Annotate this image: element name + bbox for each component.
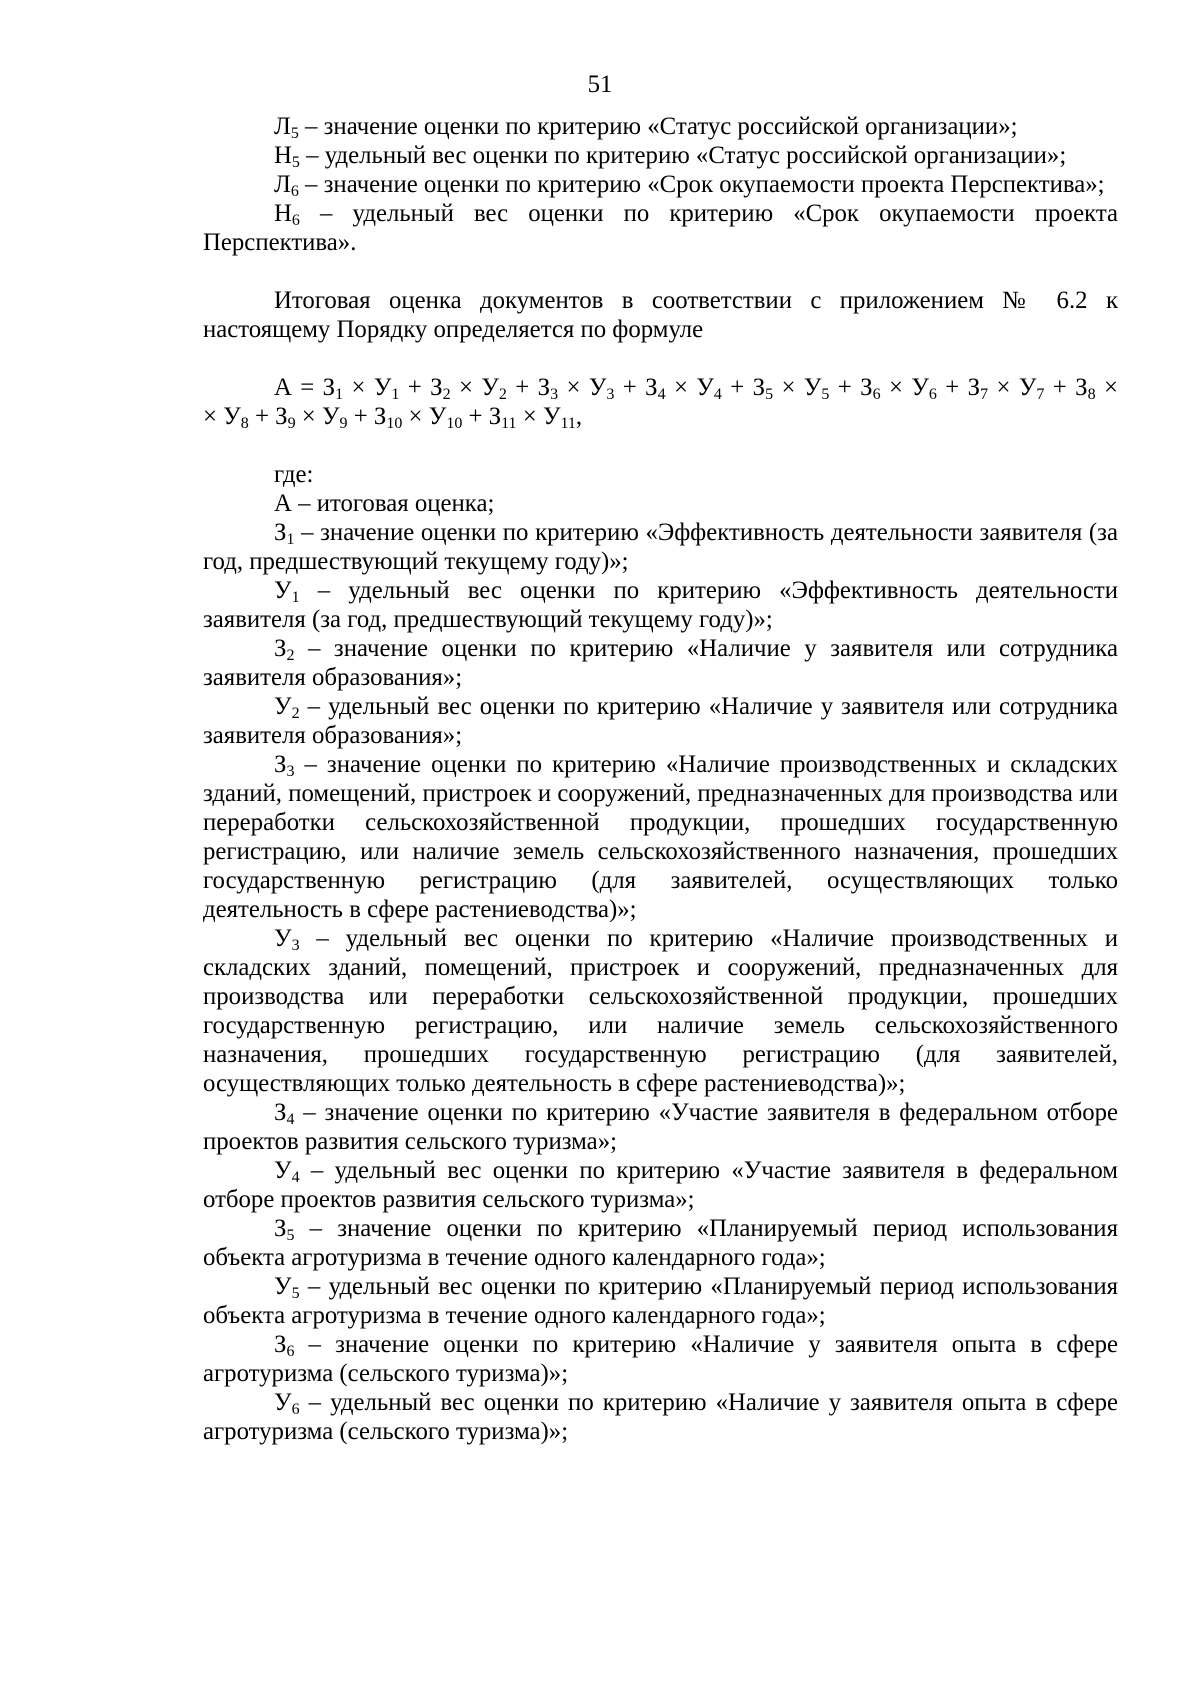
definition-item: $Н_5$ – удельный вес оценки по критерию «Статус российской организации»;	[274, 142, 1067, 171]
definition-item: $Л_6$ – значение оценки по критерию «Срок окупаемости проекта Перспектива»;	[274, 171, 1105, 200]
definition-item: $З_5$ – значение оценки по критерию «Планируемый период использования объекта агротуризма в течение одного календарного года»;	[203, 1215, 1118, 1271]
definition-item: $У_1$ – удельный вес оценки по критерию «Эффективность деятельности заявителя (за год, предшествующий текущему году)»;	[203, 577, 1118, 633]
formula-intro: Итоговая оценка документов в соответствии с приложением № 6.2 к настоящему Порядку определяется по формуле	[203, 287, 1118, 343]
definition-item: $З_1$ – значение оценки по критерию «Эффективность деятельности заявителя (за год, предшествующий текущему году)»;	[203, 519, 1118, 575]
definition-item: $У_4$ – удельный вес оценки по критерию «Участие заявителя в федеральном отборе проектов развития сельского туризма»;	[203, 1157, 1118, 1213]
definition-item: $З_3$ – значение оценки по критерию «Наличие производственных и складских зданий, помещений, пристроек и сооружений, предназначенных для производства или переработки сельскохозяйственной продукции, прошедших государственную регистрацию, или наличие земель сельскохозяйственного назначения, прошедших государственную регистрацию (для заявителей, осуществляющих только деятельность в сфере растениеводства)»;	[203, 751, 1118, 923]
page-content	[203, 112, 1118, 1446]
definition-item: $З_4$ – значение оценки по критерию «Участие заявителя в федеральном отборе проектов развития сельского туризма»;	[203, 1099, 1118, 1155]
definition-item: $Н_6$ – удельный вес оценки по критерию «Срок окупаемости проекта Перспектива».	[203, 200, 1118, 256]
definition-item: $З_2$ – значение оценки по критерию «Наличие у заявителя или сотрудника заявителя образования»;	[203, 635, 1118, 691]
variable-definitions	[203, 518, 1118, 1446]
formula	[203, 373, 1118, 431]
definition-item: $Л_5$ – значение оценки по критерию «Статус российской организации»;	[274, 113, 1018, 142]
definition-item: $У_2$ – удельный вес оценки по критерию «Наличие у заявителя или сотрудника заявителя образования»;	[203, 693, 1118, 749]
where-label: где:	[274, 461, 314, 488]
top-definitions	[203, 112, 1118, 257]
page-number: 51	[587, 71, 613, 98]
formula-line-2: × $У_8 + З_9 \times У_9 + З_{10} \times У_{10} + З_{11} \times У_{11}$,	[203, 403, 583, 432]
definition-item: $У_6$ – удельный вес оценки по критерию «Наличие у заявителя опыта в сфере агротуризма (сельского туризма)»;	[203, 1389, 1118, 1445]
a-definition: А – итоговая оценка;	[274, 490, 495, 517]
definition-item: $З_6$ – значение оценки по критерию «Наличие у заявителя опыта в сфере агротуризма (сельского туризма)»;	[203, 1331, 1118, 1387]
formula-line-1: $А = З_1 \times У_1 + З_2 \times У_2 + З_3 \times У_3 + З_4 \times У_4 + З_5 \times У_5 + З_6 \times У_6 + З_7 \times У_7 + З_8$ ×	[274, 374, 1118, 403]
definition-item: $У_3$ – удельный вес оценки по критерию «Наличие производственных и складских зданий, помещений, пристроек и сооружений, предназначенных для производства или переработки сельскохозяйственной продукции, прошедших государственную регистрацию, или наличие земель сельскохозяйственного назначения, прошедших государственную регистрацию (для заявителей, осуществляющих только деятельность в сфере растениеводства)»;	[203, 925, 1118, 1097]
definition-item: $У_5$ – удельный вес оценки по критерию «Планируемый период использования объекта агротуризма в течение одного календарного года»;	[203, 1273, 1118, 1329]
